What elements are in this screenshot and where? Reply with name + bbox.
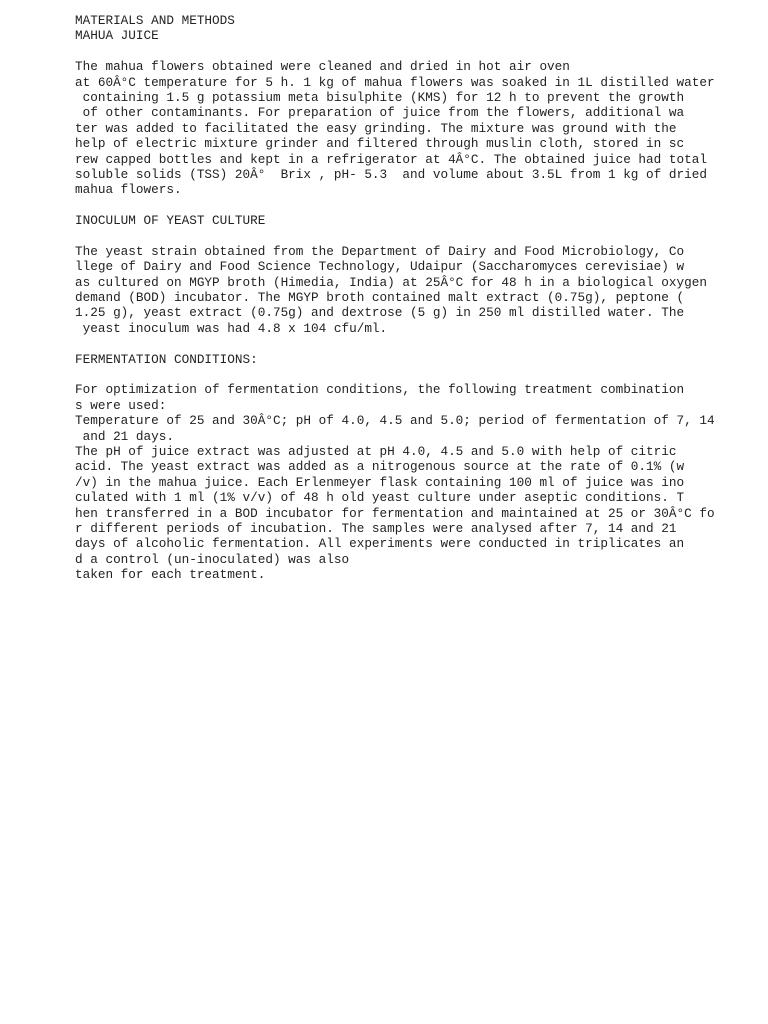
subheading-fermentation: FERMENTATION CONDITIONS: [75,351,258,367]
subheading-mahua-juice: MAHUA JUICE [75,28,159,44]
paragraph-line: The mahua flowers obtained were cleaned and dried in hot air oven [75,59,570,75]
paragraph-line: The yeast strain obtained from the Department of Dairy and Food Microbiology, Co [75,243,685,259]
document-text [75,13,755,582]
paragraph-line: Temperature of 25 and 30Â°C; pH of 4.0, 4.5 and 5.0; period of fermentation of 7, 14 [75,413,715,429]
paragraph-line: r different periods of incubation. The samples were analysed after 7, 14 and 21 [75,520,677,536]
fermentation-paragraph [75,382,755,582]
paragraph-line: soluble solids (TSS) 20Â° Brix , pH- 5.3 and volume about 3.5L from 1 kg of dried [75,166,707,182]
paragraph-line: /v) in the mahua juice. Each Erlenmeyer flask containing 100 ml of juice was ino [75,474,685,490]
paragraph-line: d a control (un-inoculated) was also [75,551,350,567]
paragraph-line: of other contaminants. For preparation of juice from the flowers, additional wa [75,105,685,121]
paragraph-spacer [75,336,755,351]
paragraph-spacer [75,228,755,243]
section-heading-materials-methods: MATERIALS AND METHODS [75,13,235,28]
paragraph-line: s were used: [75,397,167,413]
paragraph-line: as cultured on MGYP broth (Himedia, India) at 25Â°C for 48 h in a biological oxygen [75,274,707,290]
paragraph-line: acid. The yeast extract was added as a nitrogenous source at the rate of 0.1% (w [75,459,685,475]
paragraph-line: 1.25 g), yeast extract (0.75g) and dextrose (5 g) in 250 ml distilled water. The [75,305,685,321]
paragraph-line: ter was added to facilitated the easy grinding. The mixture was ground with the [75,120,677,136]
paragraph-line: at 60Â°C temperature for 5 h. 1 kg of mahua flowers was soaked in 1L distilled water [75,74,715,90]
paragraph-line: For optimization of fermentation conditions, the following treatment combination [75,382,685,398]
paragraph-spacer [75,367,755,382]
paragraph-line: rew capped bottles and kept in a refrigerator at 4Â°C. The obtained juice had total [75,151,707,167]
paragraph-line: yeast inoculum was had 4.8 x 104 cfu/ml. [75,320,388,336]
paragraph-line: days of alcoholic fermentation. All experiments were conducted in triplicates an [75,536,685,552]
mahua-juice-paragraph [75,59,755,198]
inoculum-paragraph [75,244,755,336]
paragraph-line: help of electric mixture grinder and filtered through muslin cloth, stored in sc [75,136,685,152]
paragraph-line: demand (BOD) incubator. The MGYP broth contained malt extract (0.75g), peptone ( [75,290,685,306]
paragraph-line: mahua flowers. [75,182,182,198]
paragraph-line: llege of Dairy and Food Science Technology, Udaipur (Saccharomyces cerevisiae) w [75,259,685,275]
paragraph-line: and 21 days. [75,428,174,444]
paragraph-line: The pH of juice extract was adjusted at pH 4.0, 4.5 and 5.0 with help of citric [75,443,677,459]
paragraph-line: taken for each treatment. [75,567,266,583]
paragraph-spacer [75,44,755,59]
paragraph-line: hen transferred in a BOD incubator for fermentation and maintained at 25 or 30Â°C fo [75,505,715,521]
paragraph-line: containing 1.5 g potassium meta bisulphite (KMS) for 12 h to prevent the growth [75,89,685,105]
paragraph-line: culated with 1 ml (1% v/v) of 48 h old yeast culture under aseptic conditions. T [75,490,685,506]
subheading-inoculum: INOCULUM OF YEAST CULTURE [75,213,266,229]
paragraph-spacer [75,198,755,213]
